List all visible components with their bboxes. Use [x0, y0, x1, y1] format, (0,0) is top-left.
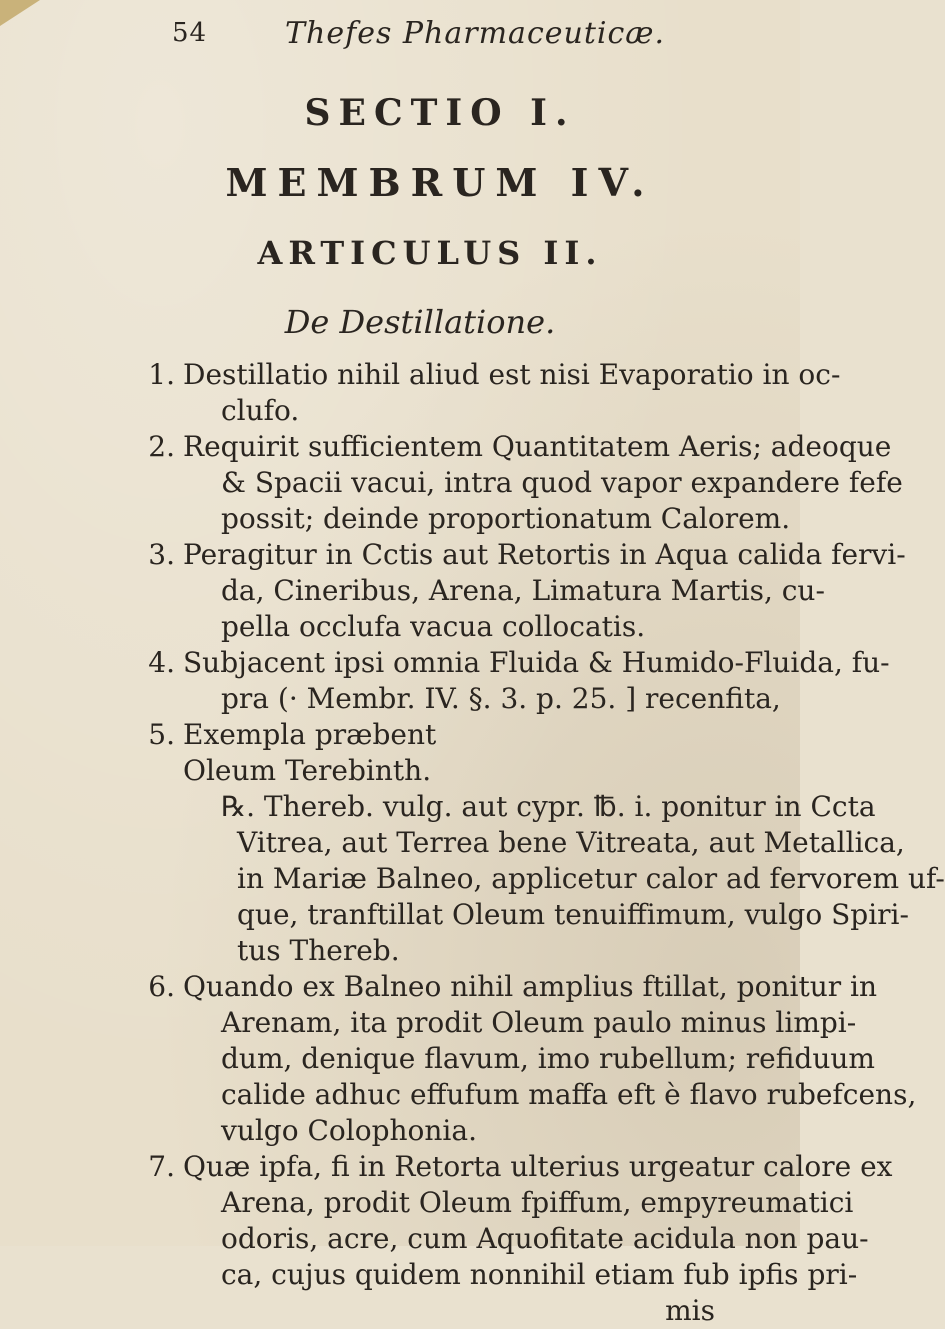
text-line: in Mariæ Balneo, applicetur calor ad fervorem uf-: [237, 862, 945, 895]
text-line: ca, cujus quidem nonnihil etiam fub ipfis pri-: [221, 1258, 858, 1291]
paragraph-number: 4.: [148, 646, 175, 679]
text-line: tus Thereb.: [237, 934, 400, 967]
text-line: Quando ex Balneo nihil amplius ftillat, ponitur in: [183, 970, 878, 1003]
text-line: calide adhuc effufum maffa eft è flavo rubefcens,: [221, 1078, 917, 1111]
text-line: & Spacii vacui, intra quod vapor expandere fefe: [221, 466, 903, 499]
text-line: Arenam, ita prodit Oleum paulo minus limpi-: [221, 1006, 857, 1039]
text-line: ℞. Thereb. vulg. aut cypr. ℔. i. ponitur in Ccta: [221, 790, 876, 823]
article-body: [145, 357, 945, 1329]
page-header: [0, 10, 800, 50]
text-line: Exempla præbent: [183, 718, 437, 751]
articulus-heading: ARTICULUS II.: [257, 234, 603, 272]
text-line: Destillatio nihil aliud est nisi Evaporatio in oc-: [183, 358, 841, 391]
numbered-paragraph: [145, 969, 917, 1149]
paragraph-number: 5.: [148, 718, 175, 751]
membrum-heading: MEMBRUM IV.: [225, 160, 655, 205]
numbered-paragraph: [145, 645, 890, 717]
text-line: Oleum Terebinth.: [183, 754, 432, 787]
paragraph-number: 7.: [148, 1150, 175, 1183]
text-line: clufo.: [221, 394, 300, 427]
numbered-paragraph: [145, 1149, 893, 1293]
paragraph-number: 1.: [148, 358, 175, 391]
text-line: Subjacent ipsi omnia Fluida & Humido-Fluida, fu-: [183, 646, 890, 679]
text-line: dum, denique flavum, imo rubellum; refiduum: [221, 1042, 875, 1075]
numbered-paragraph: [145, 357, 841, 429]
numbered-paragraph: [145, 537, 906, 645]
text-line: Peragitur in Cctis aut Retortis in Aqua calida fervi-: [183, 538, 906, 571]
catchword: mis: [665, 1294, 715, 1327]
text-line: da, Cineribus, Arena, Limatura Martis, cu-: [221, 574, 825, 607]
text-line: pella occlufa vacua collocatis.: [221, 610, 646, 643]
article-subtitle: De Destillatione.: [284, 303, 556, 341]
text-line: vulgo Colophonia.: [221, 1114, 477, 1147]
section-heading: SECTIO I.: [304, 92, 576, 134]
text-line: Vitrea, aut Terrea bene Vitreata, aut Metallica,: [237, 826, 905, 859]
text-line: odoris, acre, cum Aquofitate acidula non pau-: [221, 1222, 869, 1255]
paragraph-number: 2.: [148, 430, 175, 463]
running-title: Thefes Pharmaceuticæ.: [285, 16, 666, 51]
text-line: Arena, prodit Oleum fpiffum, empyreumatici: [221, 1186, 854, 1219]
numbered-paragraph: [145, 429, 903, 537]
text-line: possit; deinde proportionatum Calorem.: [221, 502, 791, 535]
text-line: pra (· Membr. IV. §. 3. p. 25. ] recenfita,: [221, 682, 781, 715]
numbered-paragraph: [145, 717, 945, 969]
text-line: que, tranftillat Oleum tenuiffimum, vulgo Spiri-: [237, 898, 909, 931]
page-number: 54: [172, 18, 208, 48]
text-line: Quæ ipfa, fi in Retorta ulterius urgeatur calore ex: [183, 1150, 893, 1183]
paragraph-number: 3.: [148, 538, 175, 571]
text-line: Requirit sufficientem Quantitatem Aeris; adeoque: [183, 430, 892, 463]
paragraph-number: 6.: [148, 970, 175, 1003]
